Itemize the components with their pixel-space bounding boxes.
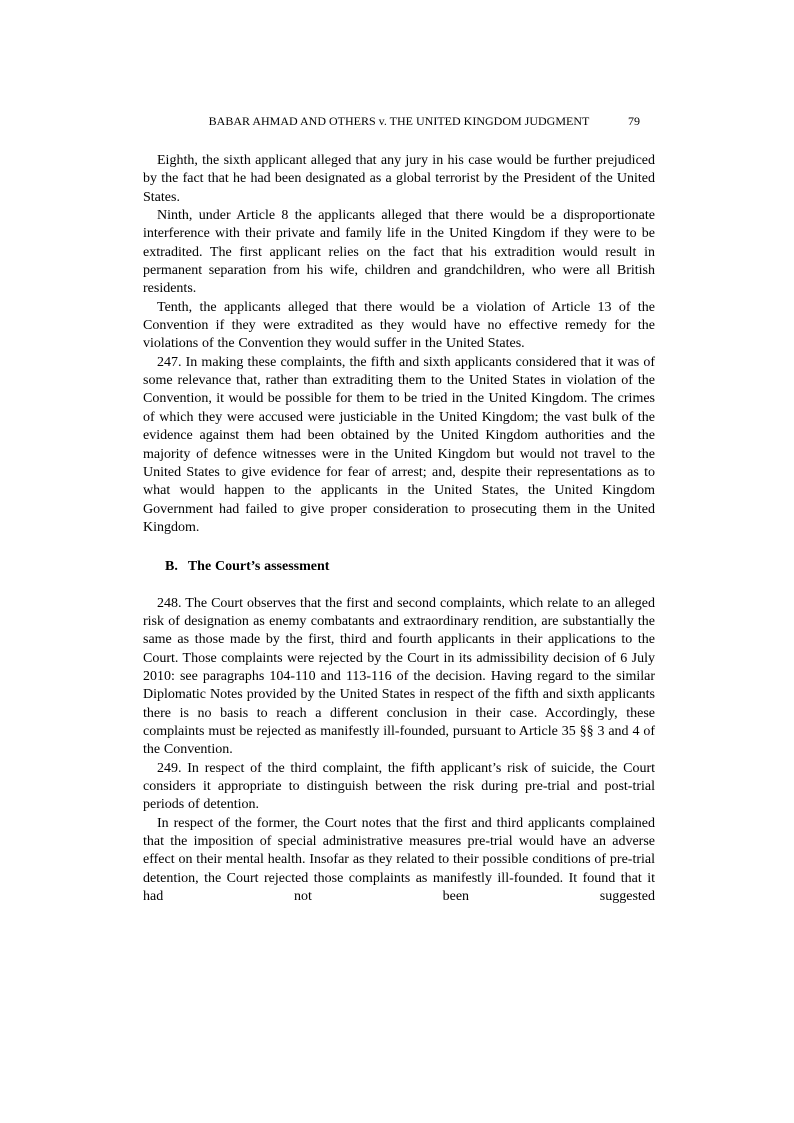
text-column: [143, 115, 655, 906]
paragraph-pretrial: In respect of the former, the Court notes that the first and third applicants complained that the imposition of special administrative measures pre-trial would have an adverse effect on their mental health. Insofar as they related to their possible conditions of pre-trial detention, the Court rejected those complaints as manifestly ill-founded. It found that it had not been suggested: [143, 815, 655, 905]
section-heading: [143, 558, 655, 576]
body-text: [143, 152, 655, 906]
header-title: BABAR AHMAD AND OTHERS v. THE UNITED KINGDOM JUDGMENT: [208, 114, 590, 128]
paragraph-249: 249. In respect of the third complaint, the fifth applicant’s risk of suicide, the Court considers it appropriate to distinguish between the risk during pre-trial and post-trial periods of detention.: [143, 760, 655, 813]
paragraph-eighth: Eighth, the sixth applicant alleged that any jury in his case would be further prejudiced by the fact that he had been designated as a global terrorist by the President of the United States.: [143, 153, 655, 205]
page-number: 79: [628, 114, 640, 128]
paragraph-247: 247. In making these complaints, the fifth and sixth applicants considered that it was of some relevance that, rather than extraditing them to the United States in violation of the Convention, it would be possible for them to be tried in the United Kingdom. The crimes of which they were accused were justiciable in the United Kingdom; the vast bulk of the evidence against them had been obtained by the United Kingdom authorities and the majority of defence witnesses were in the United Kingdom but would not travel to the United States to give evidence for fear of arrest; and, despite their representations as to what would happen to the applicants in the United States, the United Kingdom Government had failed to give proper consideration to prosecuting them in the United Kingdom.: [143, 354, 655, 535]
section-heading-title: The Court’s assessment: [187, 559, 330, 575]
section-heading-label: B.: [165, 559, 178, 575]
paragraph-ninth: Ninth, under Article 8 the applicants alleged that there would be a disproportionate interference with their private and family life in the United Kingdom if they were to be extradited. The first applicant relies on the fact that his extradition would result in permanent separation from his wife, children and grandchildren, who were all British residents.: [143, 208, 655, 297]
paragraph-248: 248. The Court observes that the first and second complaints, which relate to an alleged risk of designation as enemy combatants and extraordinary rendition, are substantially the same as those made by the first, third and fourth applicants in their applications to the Court. Those complaints were rejected by the Court in its admissibility decision of 6 July 2010: see paragraphs 104-110 and 113-116 of the decision. Having regard to the similar Diplomatic Notes provided by the United States in respect of the fifth and sixth applicants there is no basis to reach a different conclusion in their case. Accordingly, these complaints must be rejected as manifestly ill-founded, pursuant to Article 35 §§ 3 and 4 of the Convention.: [143, 595, 655, 758]
paragraph-tenth: Tenth, the applicants alleged that there would be a violation of Article 13 of the Convention if they were extradited as they would have no effective remedy for the violations of the Convention they would suffer in the United States.: [143, 299, 655, 352]
running-header: [143, 115, 655, 128]
